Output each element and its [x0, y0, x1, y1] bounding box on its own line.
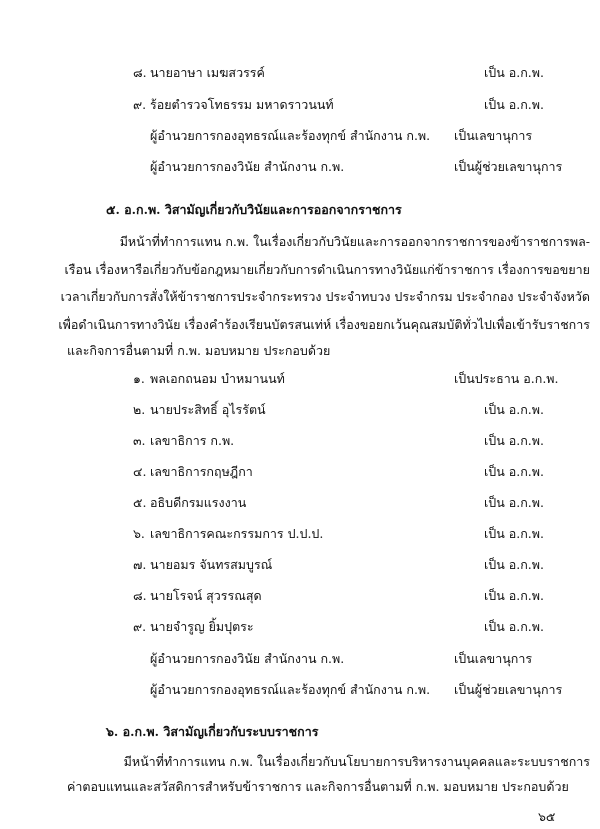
page-number: ๖๕ [538, 809, 556, 824]
member-role: เป็น อ.ก.พ. [484, 65, 544, 80]
member-role: เป็นประธาน อ.ก.พ. [454, 371, 559, 386]
member-number: ๓. [133, 433, 146, 448]
section-heading: ๕. อ.ก.พ. วิสามัญเกี่ยวกับวินัยและการออกจากราชการ [106, 202, 402, 217]
member-number: ๘. [133, 588, 147, 603]
member-role: เป็น อ.ก.พ. [484, 495, 544, 510]
paragraph-line: ค่าตอบแทนและสวัสดิการสำหรับข้าราชการ และกิจการอื่นตามที่ ก.พ. มอบหมาย ประกอบด้วย [67, 779, 569, 794]
member-number: ๗. [133, 557, 147, 572]
paragraph-line: เวลาเกี่ยวกับการสั่งให้ข้าราชการประจำกระทรวง ประจำทบวง ประจำกรม ประจำกอง ประจำจังหวัด [60, 289, 590, 304]
member-name: พลเอกถนอม บำหมานนท์ [150, 371, 285, 386]
member-name: นายอมร จันทรสมบูรณ์ [150, 557, 273, 572]
paragraph-line: เพื่อดำเนินการทางวินัย เรื่องคำร้องเรียนบัตรสนเท่ห์ เรื่องขอยกเว้นคุณสมบัติทั่วไปเพื่อเข้ารับราชการ [58, 317, 590, 332]
member-number: ๒. [133, 402, 146, 417]
secretary-name: ผู้อำนวยการกองอุทธรณ์และร้องทุกข์ สำนักงาน ก.พ. [150, 682, 431, 697]
member-name: นายโรจน์ สุวรรณสุด [150, 588, 262, 603]
member-role: เป็น อ.ก.พ. [484, 464, 544, 479]
member-number: ๑. [133, 371, 145, 386]
member-name: นายอาษา เมฆสวรรค์ [150, 65, 265, 80]
member-name: อธิบดีกรมแรงงาน [150, 495, 247, 510]
secretary-role: เป็นเลขานุการ [454, 128, 533, 143]
member-name: เลขาธิการกฤษฎีกา [150, 464, 253, 479]
member-role: เป็น อ.ก.พ. [484, 557, 544, 572]
paragraph-line: เรือน เรื่องหารือเกี่ยวกับข้อกฎหมายเกี่ยวกับการดำเนินการทางวินัยแก่ข้าราชการ เรื่องการขอขยาย [64, 262, 590, 277]
member-number: ๔. [133, 464, 147, 479]
member-name: นายประสิทธิ์ อุไรรัตน์ [150, 402, 266, 417]
secretary-name: ผู้อำนวยการกองวินัย สำนักงาน ก.พ. [150, 159, 345, 174]
member-number: ๘. [133, 65, 147, 80]
member-number: ๖. [133, 526, 145, 541]
member-role: เป็น อ.ก.พ. [484, 97, 544, 112]
secretary-role: เป็นผู้ช่วยเลขานุการ [454, 159, 563, 174]
member-name: นายจำรูญ ยิ้มปุตระ [150, 619, 254, 634]
member-name: เลขาธิการ ก.พ. [150, 433, 235, 448]
member-role: เป็น อ.ก.พ. [484, 588, 544, 603]
member-role: เป็น อ.ก.พ. [484, 619, 544, 634]
paragraph-line: มีหน้าที่ทำการแทน ก.พ. ในเรื่องเกี่ยวกับนโยบายการบริหารงานบุคคลและระบบราชการ [123, 754, 590, 769]
member-number: ๕. [133, 495, 147, 510]
member-role: เป็น อ.ก.พ. [484, 433, 544, 448]
member-number: ๙. [133, 97, 147, 112]
secretary-role: เป็นเลขานุการ [454, 651, 533, 666]
member-name: เลขาธิการคณะกรรมการ ป.ป.ป. [150, 526, 324, 541]
secretary-role: เป็นผู้ช่วยเลขานุการ [454, 682, 563, 697]
secretary-name: ผู้อำนวยการกองอุทธรณ์และร้องทุกข์ สำนักงาน ก.พ. [150, 128, 431, 143]
member-number: ๙. [133, 619, 147, 634]
section-heading: ๖. อ.ก.พ. วิสามัญเกี่ยวกับระบบราชการ [106, 724, 319, 739]
secretary-name: ผู้อำนวยการกองวินัย สำนักงาน ก.พ. [150, 651, 345, 666]
member-role: เป็น อ.ก.พ. [484, 526, 544, 541]
member-role: เป็น อ.ก.พ. [484, 402, 544, 417]
member-name: ร้อยตำรวจโทธรรม มหาดราวนนท์ [150, 97, 334, 112]
paragraph-line: และกิจการอื่นตามที่ ก.พ. มอบหมาย ประกอบด้วย [67, 343, 331, 358]
paragraph-line: มีหน้าที่ทำการแทน ก.พ. ในเรื่องเกี่ยวกับวินัยและการออกจากราชการของข้าราชการพล- [119, 234, 590, 249]
